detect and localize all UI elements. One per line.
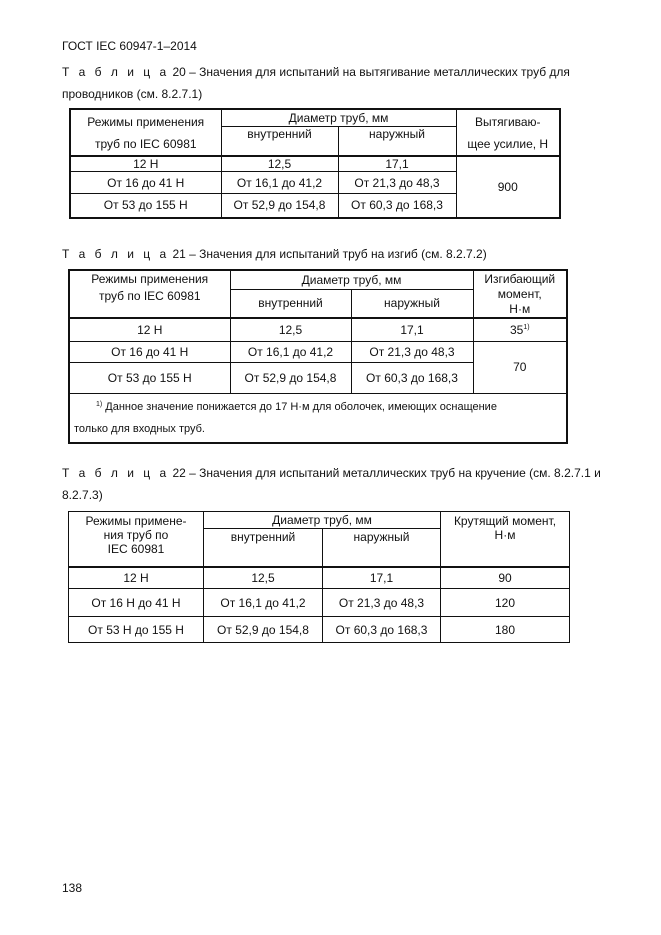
t21-row0-mode: 12 Н — [69, 318, 230, 341]
t22-row0-mode: 12 Н — [69, 567, 204, 589]
t20-row2-mode: От 53 до 155 Н — [70, 194, 221, 218]
t20-row0-mode: 12 Н — [70, 156, 221, 172]
t21-row2-inner: От 52,9 до 154,8 — [230, 362, 351, 393]
t21-footnote-line2: только для входных труб. — [74, 422, 205, 435]
t22-header-torque — [441, 512, 570, 567]
t21-row2-mode: От 53 до 155 Н — [69, 362, 230, 393]
t21-row1-mode: От 16 до 41 Н — [69, 341, 230, 362]
page-number: 138 — [62, 881, 83, 895]
table20-caption-line1: 20 – Значения для испытаний на вытягивание металлических труб для — [169, 65, 570, 79]
t21-footnote-line1: Данное значение понижается до 17 Н·м для оболочек, имеющих оснащение — [102, 400, 497, 413]
table22-caption-line1: 22 – Значения для испытаний металлических труб на кручение (см. 8.2.7.1 и — [169, 466, 601, 480]
t20-row2-outer: От 60,3 до 168,3 — [338, 194, 456, 218]
table-row — [70, 156, 560, 172]
t21-row0-moment-value: 35 — [509, 322, 524, 337]
table22 — [68, 511, 570, 643]
t22-row0-outer: 17,1 — [323, 567, 441, 589]
table21-caption-text: 21 – Значения для испытаний труб на изгиб (см. 8.2.7.2) — [169, 247, 487, 261]
t20-header-modes-line1: Режимы применения — [87, 114, 205, 129]
t21-row1-outer: От 21,3 до 48,3 — [351, 341, 473, 362]
t20-row0-inner: 12,5 — [221, 156, 338, 172]
t21-row0-moment-footnote-mark: 1) — [523, 323, 530, 331]
t20-header-modes — [70, 109, 221, 156]
t22-row1-outer: От 21,3 до 48,3 — [323, 589, 441, 617]
table20 — [69, 108, 561, 219]
t22-row0-torque: 90 — [441, 567, 570, 589]
t20-header-outer: наружный — [338, 126, 456, 156]
t22-row2-inner: От 52,9 до 154,8 — [204, 617, 323, 643]
t21-header-modes-line1: Режимы применения — [91, 272, 209, 286]
t20-row1-mode: От 16 до 41 Н — [70, 172, 221, 194]
table20-caption-line2: проводников (см. 8.2.7.1) — [62, 87, 203, 101]
t21-header-moment-line2: момент, — [497, 286, 542, 301]
t21-header-moment-line3: Н·м — [509, 301, 531, 316]
t21-footnote-mark: 1) — [96, 400, 103, 408]
t22-header-modes-line1: Режимы примене- — [85, 514, 187, 528]
t22-row2-mode: От 53 Н до 155 Н — [69, 617, 204, 643]
t21-row1-inner: От 16,1 до 41,2 — [230, 341, 351, 362]
t22-header-diameter: Диаметр труб, мм — [204, 512, 441, 529]
table21 — [68, 269, 568, 444]
t20-force-value: 900 — [456, 156, 560, 218]
t21-header-modes — [69, 270, 230, 318]
table-row — [69, 589, 570, 617]
t22-row1-inner: От 16,1 до 41,2 — [204, 589, 323, 617]
t22-header-torque-line1: Крутящий момент, — [453, 514, 557, 528]
table21-caption — [62, 243, 487, 265]
t22-header-modes — [69, 512, 204, 567]
t22-row0-inner: 12,5 — [204, 567, 323, 589]
t20-header-modes-line2: труб по IEC 60981 — [94, 136, 197, 151]
t20-header-force — [456, 109, 560, 156]
t21-row0-inner: 12,5 — [230, 318, 351, 341]
t22-row1-mode: От 16 Н до 41 Н — [69, 589, 204, 617]
t20-header-force-line1: Вытягиваю- — [474, 114, 541, 129]
t21-header-moment-line1: Изгибающий — [484, 271, 556, 286]
t20-header-diameter: Диаметр труб, мм — [221, 109, 456, 126]
table20-caption — [62, 61, 570, 105]
t21-header-diameter: Диаметр труб, мм — [230, 270, 473, 289]
t22-header-outer: наружный — [323, 529, 441, 567]
t21-header-outer: наружный — [351, 289, 473, 318]
table22-caption-line2: 8.2.7.3) — [62, 488, 103, 502]
t22-row2-outer: От 60,3 до 168,3 — [323, 617, 441, 643]
t21-row0-outer: 17,1 — [351, 318, 473, 341]
t20-header-force-line2: щее усилие, Н — [467, 136, 549, 151]
t22-header-torque-line2: Н·м — [494, 528, 516, 542]
t21-moment-value: 70 — [473, 341, 567, 393]
t21-row0-moment — [473, 318, 567, 341]
table-row — [69, 318, 567, 341]
t22-header-inner: внутренний — [204, 529, 323, 567]
t22-row2-torque: 180 — [441, 617, 570, 643]
table-row — [69, 341, 567, 362]
t21-header-inner: внутренний — [230, 289, 351, 318]
t20-row1-inner: От 16,1 до 41,2 — [221, 172, 338, 194]
t20-header-inner: внутренний — [221, 126, 338, 156]
t20-row0-outer: 17,1 — [338, 156, 456, 172]
table21-caption-prefix: Т а б л и ц а — [62, 247, 170, 261]
t20-row2-inner: От 52,9 до 154,8 — [221, 194, 338, 218]
t21-header-moment — [473, 270, 567, 318]
t22-row1-torque: 120 — [441, 589, 570, 617]
table22-caption — [62, 462, 601, 506]
table20-caption-prefix: Т а б л и ц а — [62, 65, 170, 79]
t21-header-modes-line2: труб по IEC 60981 — [98, 289, 201, 303]
t20-row1-outer: От 21,3 до 48,3 — [338, 172, 456, 194]
document-header: ГОСТ IEC 60947-1–2014 — [62, 39, 197, 53]
table-row — [69, 567, 570, 589]
t21-footnote — [69, 393, 567, 443]
t22-header-modes-line2: ния труб по — [103, 528, 169, 542]
t22-header-modes-line3: IEC 60981 — [107, 542, 165, 556]
table-row — [69, 617, 570, 643]
t21-row2-outer: От 60,3 до 168,3 — [351, 362, 473, 393]
t21-footnote-row — [69, 393, 567, 443]
table22-caption-prefix: Т а б л и ц а — [62, 466, 170, 480]
